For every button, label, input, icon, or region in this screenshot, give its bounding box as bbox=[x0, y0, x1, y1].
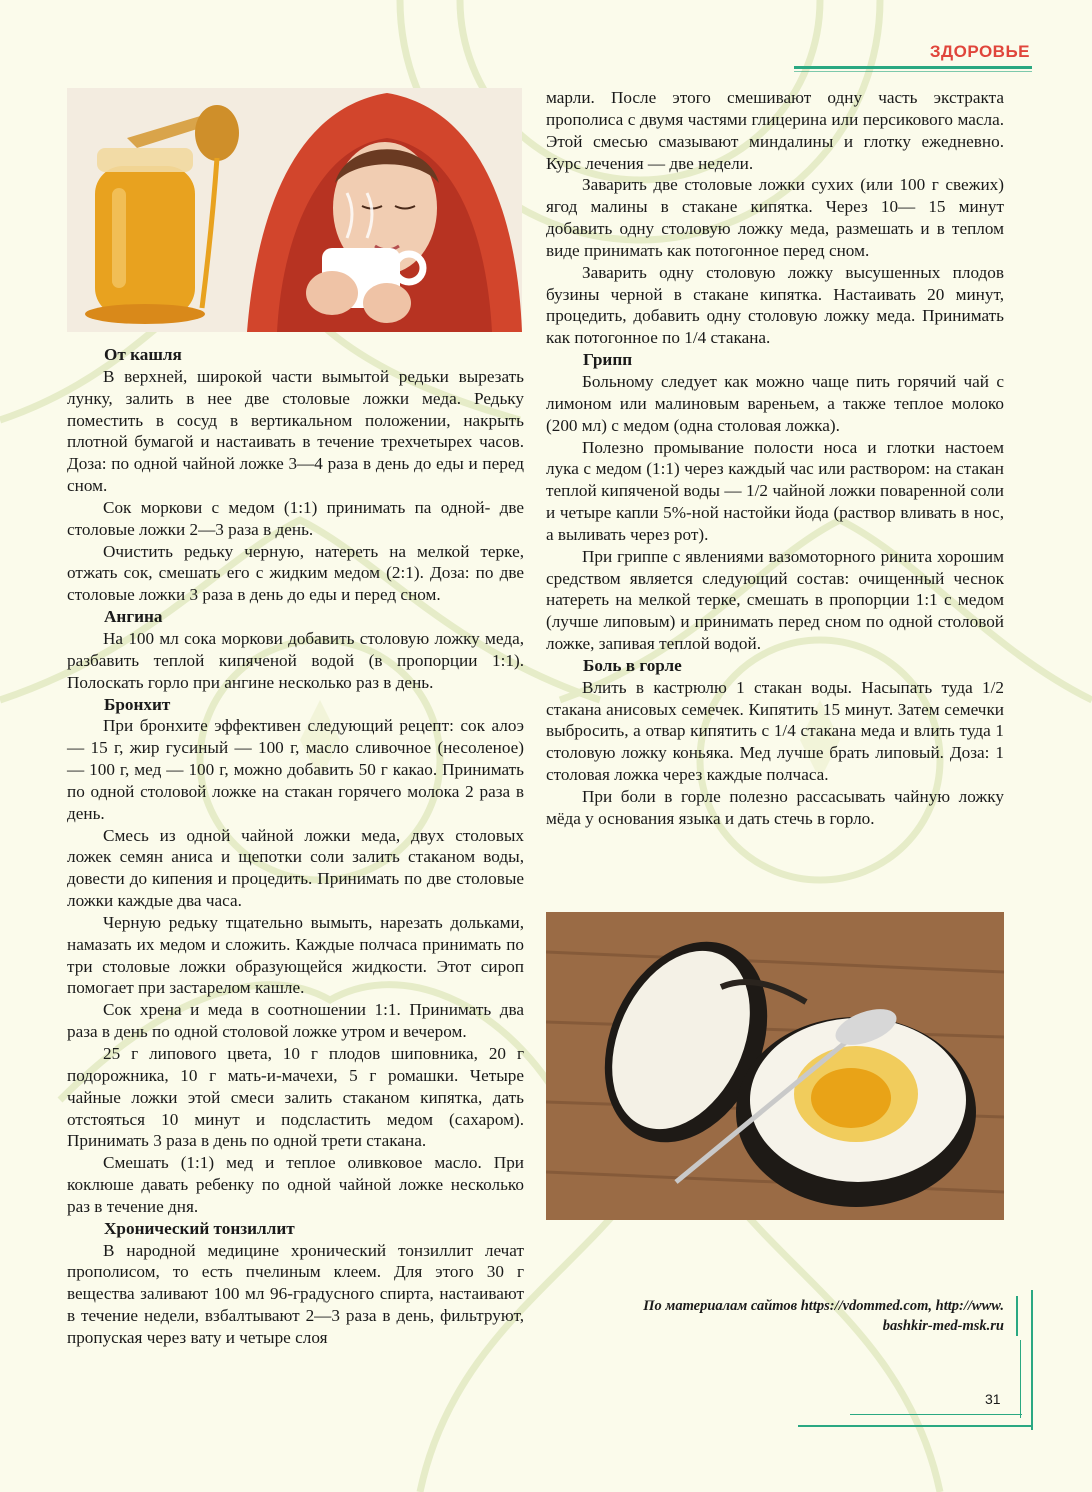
heading-angina: Ангина bbox=[104, 607, 163, 627]
paragraph: В верхней, широкой части вымытой редьки вырезать лунку, залить в нее две столовые ложки меда. Редьку поместить в сосуд в вертикальном положении, накрыть плотной бумагой и настаивать в течение трехчетырех часов. Доза: по одной чайной ложке 3—4 раза в день до еды и перед сном. bbox=[67, 366, 524, 496]
paragraph: Смешать (1:1) мед и теплое оливковое масло. При коклюше давать ребенку по одной чайной ложке несколько раз в течение дня. bbox=[67, 1153, 524, 1216]
woman-with-tea-photo bbox=[67, 88, 522, 332]
heading-sore-throat: Боль в горле bbox=[583, 655, 682, 675]
footer-rule-horizontal-bottom bbox=[798, 1425, 1033, 1427]
paragraph-continued: марли. После этого смешивают одну часть экстракта прополиса с двумя частями глицерина или персикового масла. Этой смесью смазывают миндалины и глотку ежедневно. Курс лечения — две недели. bbox=[546, 88, 1004, 173]
page-number: 31 bbox=[985, 1391, 1001, 1407]
paragraph: Больному следует как можно чаще пить горячий чай с лимоном или малиновым вареньем, а также теплое молоко (200 мл) с медом (одна столовая ложка). bbox=[546, 371, 1004, 435]
paragraph: 25 г липового цвета, 10 г плодов шиповника, 20 г подорожника, 10 г мать-и-мачехи, 5 г ромашки. Четыре чайные ложки этой смеси залить стаканом кипятка, дать отстояться 10 минут и подсластить медом (сахаром). Принимать 3 раза в день по одной трети стакана. bbox=[67, 1044, 524, 1151]
header-rule bbox=[794, 66, 1032, 69]
paragraph: Полезно промывание полости носа и глотки настоем лука с медом (1:1) через каждый час или раствором: на стакан теплой кипяченой воды — 1/2 чайной ложки поваренной соли и четыре капли 5%-ной настойки йода (раствор вливать в нос, а выливать через рот). bbox=[546, 437, 1004, 544]
paragraph: Влить в кастрюлю 1 стакан воды. Насыпать туда 1/2 стакана анисовых семечек. Кипятить 15 минут. Затем семечки выбросить, а отвар кипятить с 1/4 стакана меда и влить туда 1 столовую ложку коньяка. Мед лучше брать липовый. Доза: 1 столовая ложка через каждые полчаса. bbox=[546, 677, 1004, 785]
paragraph: Черную редьку тщательно вымыть, нарезать дольками, намазать их медом и сложить. Каждые полчаса принимать по три столовые ложки образующейся жидкости. Этот сироп помогает при застарелом кашле. bbox=[67, 912, 524, 998]
paragraph: Сок моркови с медом (1:1) принимать па одной- две столовые ложки 2—3 раза в день. bbox=[67, 497, 524, 539]
heading-cough: От кашля bbox=[104, 345, 182, 364]
footer-rule-vertical bbox=[1031, 1290, 1033, 1430]
paragraph: При гриппе с явлениями вазомоторного ринита хорошим средством является следующий состав: очищенный чеснок натереть на мелкой терке, смешать в пропорции 1:1 с медом (лучше липовым) и принимать перед сном по одной столовой ложке, запивая теплой водой. bbox=[546, 546, 1004, 654]
credit-rule bbox=[1016, 1296, 1018, 1336]
paragraph: Сок хрена и меда в соотношении 1:1. Принимать два раза в день по одной столовой ложке утром и вечером. bbox=[67, 1000, 524, 1042]
heading-bronchitis: Бронхит bbox=[104, 694, 171, 714]
footer-rule-vertical-inner bbox=[1020, 1340, 1021, 1418]
paragraph: Смесь из одной чайной ложки меда, двух столовых ложек семян аниса и щепотки соли залить стаканом воды, довести до кипения и процедить. Принимать по две столовые ложки каждые два часа. bbox=[67, 825, 524, 911]
paragraph: На 100 мл сока моркови добавить столовую ложку меда, разбавить теплой кипяченой водой (в пропорции 1:1). Полоскать горло при ангине несколько раз в день. bbox=[67, 628, 524, 692]
paragraph: Очистить редьку черную, натереть на мелкой терке, отжать сок, смешать его с жидким медом (2:1). Доза: по две столовые ложки 3 раза в день до еды и перед сном. bbox=[67, 541, 524, 605]
heading-flu: Грипп bbox=[583, 350, 633, 370]
paragraph: При бронхите эффективен следующий рецепт: сок алоэ — 15 г, жир гусиный — 100 г, масло сливочное (несоленое) — 100 г, мед — 100 г, можно добавить 50 г какао. Принимать по одной столовой ложке на стакан горячего молока 2 раза в день. bbox=[67, 716, 524, 823]
heading-tonsillitis: Хронический тонзиллит bbox=[104, 1218, 295, 1238]
right-column bbox=[546, 87, 1004, 830]
paragraph: В народной медицине хронический тонзиллит лечат прополисом, то есть пчелиным клеем. Для этого 30 г вещества заливают 100 мл 96-градусного спирта, настаивают в течение недели, взбалтывают 2—3 раза в день, фильтруют, пропуская через вату и четыре слоя bbox=[67, 1240, 524, 1347]
radish-with-honey-photo bbox=[546, 912, 1004, 1220]
section-title: ЗДОРОВЬЕ bbox=[929, 42, 1030, 61]
source-credit-line1: По материалам сайтов https://vdommed.com, http://www. bbox=[643, 1298, 1004, 1314]
source-credit-line2: bashkir-med-msk.ru bbox=[882, 1318, 1004, 1334]
footer-rule-horizontal bbox=[850, 1414, 1022, 1415]
source-credit bbox=[564, 1296, 1004, 1336]
paragraph: При боли в горле полезно рассасывать чайную ложку мёда у основания языка и дать стечь в горло. bbox=[546, 787, 1004, 828]
left-column bbox=[67, 344, 524, 1349]
paragraph: Заварить одну столовую ложку высушенных плодов бузины черной в стакане кипятка. Настаивать 20 минут, процедить, добавить одну столовую ложку меда. Принимать как потогонное по 1/4 стакана. bbox=[546, 262, 1004, 348]
paragraph: Заварить две столовые ложки сухих (или 100 г свежих) ягод малины в стакане кипятка. Через 10— 15 минут добавить одну столовую ложку меда, размешать и в теплом виде принимать как потогонное перед сном. bbox=[546, 175, 1004, 260]
header-rule-thin bbox=[794, 71, 1032, 72]
